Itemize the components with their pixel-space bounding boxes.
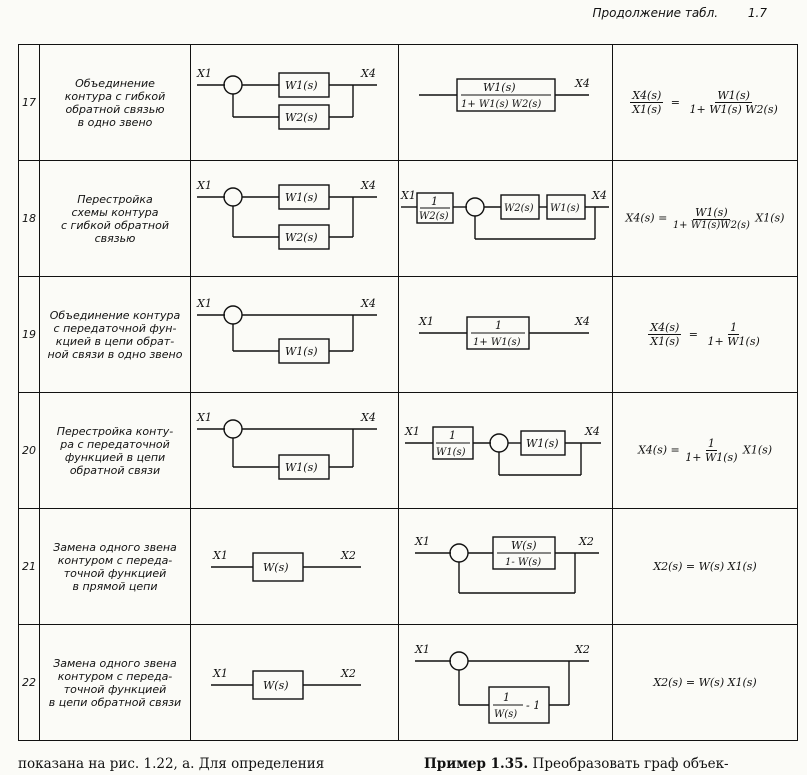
formula-rhs-num: 1 — [707, 437, 715, 450]
output-label: X2 — [341, 548, 356, 562]
formula-lhs-den: X1(s) — [650, 335, 680, 348]
table-row — [19, 161, 798, 277]
desc-line: ра с передаточной — [60, 437, 170, 451]
block-label: W1(s) — [285, 190, 318, 204]
desc-line: Объединение — [75, 76, 155, 90]
equivalent-block-diagram — [399, 163, 612, 275]
formula-rhs-num: W1(s) — [695, 206, 728, 219]
row-number: 21 — [19, 509, 40, 625]
block-label: W2(s) — [285, 230, 318, 244]
output-label: X4 — [592, 188, 607, 202]
example-text: Преобразовать граф объек- — [528, 756, 729, 772]
formula-rhs-den: 1+ W1(s) W2(s) — [689, 103, 778, 116]
equivalent-block-diagram — [399, 279, 612, 391]
block-numerator: 1 — [495, 318, 502, 332]
block-label: W(s) — [263, 560, 289, 574]
original-diagram — [191, 277, 399, 393]
transformation-table — [18, 44, 798, 741]
output-label: X4 — [361, 410, 376, 424]
output-label: X4 — [361, 296, 376, 310]
output-label: X2 — [575, 642, 590, 656]
table-row — [19, 45, 798, 161]
feedback-loop-diagram — [191, 395, 398, 507]
single-block-diagram — [191, 627, 398, 739]
desc-line: с гибкой обратной — [61, 218, 169, 232]
desc-line: схемы контура — [71, 205, 159, 219]
output-label: X2 — [341, 666, 356, 680]
row-number: 22 — [19, 625, 40, 741]
row-description — [40, 161, 191, 277]
row-number: 18 — [19, 161, 40, 277]
transfer-formula — [613, 625, 798, 741]
formula-lhs-num: X4(s) — [632, 89, 662, 102]
block-label: W1(s) — [285, 460, 318, 474]
table-row — [19, 509, 798, 625]
output-label: X4 — [575, 314, 590, 328]
equivalent-block-diagram — [399, 395, 612, 507]
block-denominator: 1- W(s) — [505, 556, 542, 568]
transfer-formula: $\frac{X4(s)}{X1(s)}$ = $\frac{1}{1+ W1(s)}$ — [613, 277, 798, 393]
desc-line: с передаточной фун- — [53, 321, 177, 335]
desc-line: точной функцией — [63, 682, 167, 696]
table-continuation-header — [593, 6, 767, 20]
original-diagram — [191, 161, 399, 277]
footer-left-text: показана на рис. 1.22, а. Для определения — [18, 756, 325, 772]
desc-line: контуром с переда- — [57, 669, 173, 683]
equivalent-diagram — [399, 393, 613, 509]
block-denominator: 1+ W1(s) — [473, 336, 521, 348]
block-numerator: 1 — [431, 194, 438, 208]
output-label: X4 — [585, 424, 600, 438]
input-label: X1 — [197, 296, 212, 310]
desc-line: обратной связи — [69, 463, 161, 477]
desc-line: контуром с переда- — [57, 553, 173, 567]
equivalent-diagram — [399, 277, 613, 393]
output-label: X2 — [579, 534, 594, 548]
desc-line: ной связи в одно звено — [47, 347, 183, 361]
footer-right-text — [424, 756, 729, 772]
table-row — [19, 277, 798, 393]
block-label: W2(s) — [285, 110, 318, 124]
input-label: X1 — [197, 410, 212, 424]
feedback-loop-diagram — [191, 47, 398, 159]
desc-line: Перестройка — [77, 192, 153, 206]
desc-line: Объединение контура — [49, 308, 181, 322]
desc-line: связью — [94, 231, 136, 245]
desc-line: в прямой цепи — [72, 579, 158, 593]
desc-line: кцией в цепи обрат- — [55, 334, 175, 348]
equivalent-block-diagram — [399, 627, 612, 739]
row-number: 20 — [19, 393, 40, 509]
summing-junction — [224, 76, 242, 94]
block-label: W2(s) — [504, 202, 534, 214]
summing-junction — [224, 306, 242, 324]
input-label: X1 — [415, 534, 430, 548]
equivalent-block-diagram — [399, 511, 612, 623]
block-denominator: W2(s) — [419, 210, 449, 222]
formula-tail: X1(s) — [742, 443, 773, 457]
formula-rhs-den: 1+ W1(s) — [707, 335, 760, 348]
row-description — [40, 277, 191, 393]
block-label: W(s) — [263, 678, 289, 692]
output-label: X4 — [361, 178, 376, 192]
page-footer-text — [0, 754, 807, 775]
formula-lhs: X4(s) = — [637, 443, 680, 457]
header-caption: Продолжение табл. — [592, 6, 719, 20]
formula-rhs-num: 1 — [730, 321, 738, 334]
desc-line: Замена одного звена — [53, 540, 177, 554]
formula-tail: X1(s) — [755, 211, 785, 225]
original-diagram — [191, 625, 399, 741]
input-label: X1 — [401, 188, 416, 202]
transfer-formula — [613, 393, 798, 509]
desc-line: обратной связью — [65, 102, 165, 116]
equivalent-diagram — [399, 161, 613, 277]
example-label: Пример 1.35. — [424, 756, 529, 772]
summing-junction — [466, 198, 484, 216]
block-label: W1(s) — [285, 78, 318, 92]
original-diagram — [191, 509, 399, 625]
desc-line: контура с гибкой — [64, 89, 166, 103]
desc-line: в одно звено — [77, 115, 153, 129]
block-numerator: 1 — [449, 428, 456, 442]
row-description — [40, 625, 191, 741]
formula-text: X2(s) = W(s) X1(s) — [653, 676, 757, 689]
formula-rhs-den: 1+ W1(s)W2(s) — [672, 220, 750, 231]
desc-line: функцией в цепи — [64, 450, 166, 464]
block-label: W1(s) — [285, 344, 318, 358]
desc-line: Замена одного звена — [53, 656, 177, 670]
input-label: X1 — [213, 666, 228, 680]
formula-text: X2(s) = W(s) X1(s) — [653, 560, 757, 573]
summing-junction — [450, 544, 468, 562]
table-row — [19, 393, 798, 509]
block-denominator: W1(s) — [436, 446, 466, 458]
formula-lhs-den: X1(s) — [632, 103, 662, 116]
single-block-diagram — [191, 511, 398, 623]
row-number: 19 — [19, 277, 40, 393]
summing-junction — [224, 420, 242, 438]
input-label: X1 — [213, 548, 228, 562]
table-number: 1.7 — [747, 6, 767, 20]
row-description — [40, 393, 191, 509]
block-denominator: W(s) — [494, 708, 518, 720]
summing-junction — [450, 652, 468, 670]
equivalent-diagram — [399, 45, 613, 161]
desc-line: в цепи обратной связи — [48, 695, 182, 709]
block-label: W1(s) — [526, 436, 559, 450]
block-numerator: 1 — [503, 690, 510, 704]
formula-rhs-num: W1(s) — [717, 89, 750, 102]
output-label: X4 — [575, 76, 590, 90]
transfer-formula: $\frac{X4(s)}{X1(s)}$ = $\frac{W1(s)}{1+ W1(s) W2(s)}$ — [613, 45, 798, 161]
row-description — [40, 509, 191, 625]
block-denominator: 1+ W1(s) W2(s) — [461, 98, 542, 110]
input-label: X1 — [405, 424, 420, 438]
block-numerator: W1(s) — [483, 80, 516, 94]
block-numerator: W(s) — [511, 538, 537, 552]
output-label: X4 — [361, 66, 376, 80]
row-number: 17 — [19, 45, 40, 161]
input-label: X1 — [419, 314, 434, 328]
transfer-formula — [613, 161, 798, 277]
desc-line: точной функцией — [63, 566, 167, 580]
input-label: X1 — [415, 642, 430, 656]
summing-junction — [490, 434, 508, 452]
feedback-loop-diagram — [191, 163, 398, 275]
table-row — [19, 625, 798, 741]
block-tail: - 1 — [526, 698, 541, 712]
original-diagram — [191, 393, 399, 509]
formula-lhs-num: X4(s) — [650, 321, 680, 334]
summing-junction — [224, 188, 242, 206]
input-label: X1 — [197, 66, 212, 80]
equivalent-block-diagram — [399, 47, 612, 159]
original-diagram — [191, 45, 399, 161]
feedback-loop-diagram — [191, 279, 398, 391]
block-label: W1(s) — [550, 202, 580, 214]
row-description — [40, 45, 191, 161]
desc-line: Перестройка конту- — [56, 424, 174, 438]
formula-rhs-den: 1+ W1(s) — [685, 451, 738, 464]
transfer-formula — [613, 509, 798, 625]
equivalent-diagram — [399, 625, 613, 741]
equivalent-diagram — [399, 509, 613, 625]
input-label: X1 — [197, 178, 212, 192]
formula-lhs: X4(s) = — [625, 211, 668, 225]
